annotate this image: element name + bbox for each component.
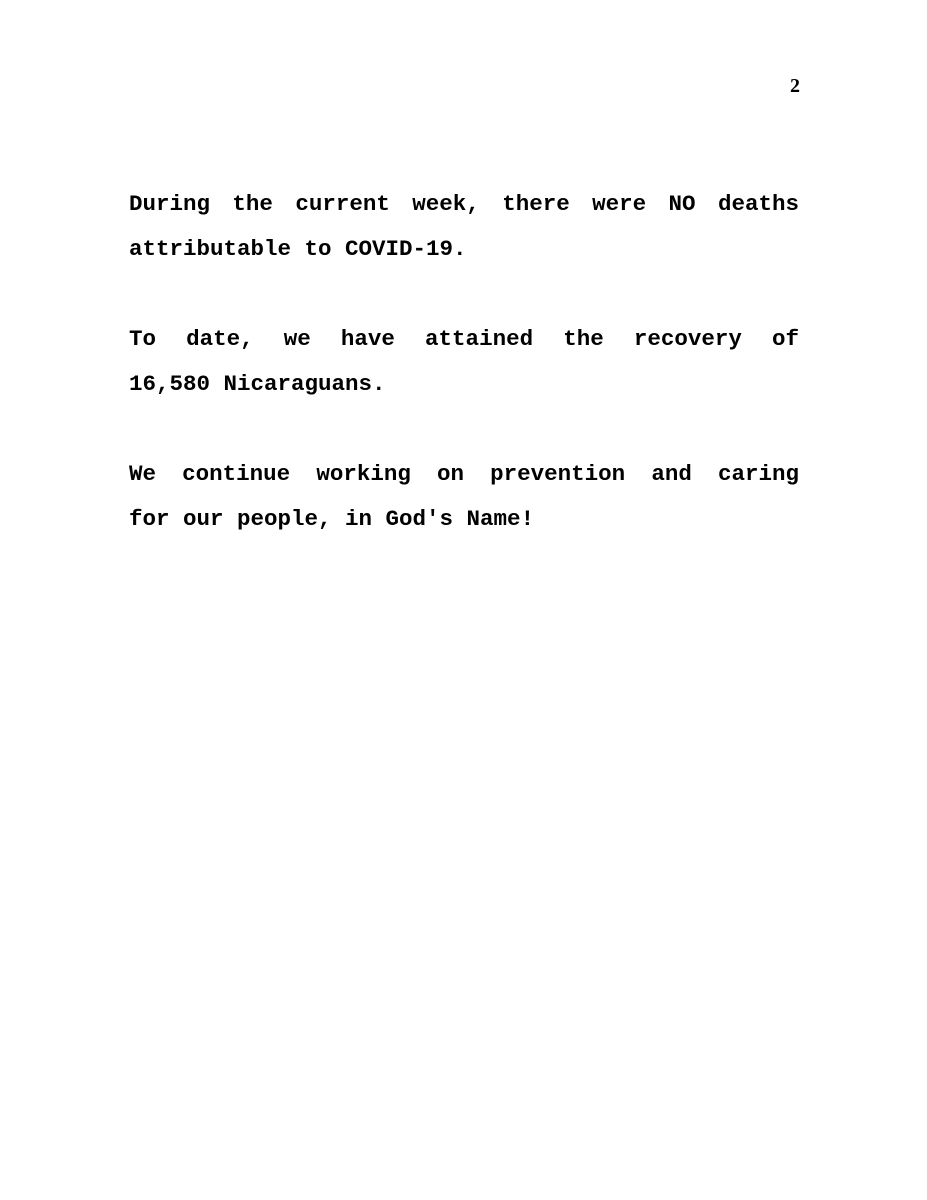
paragraph-line: During the current week, there were NO deaths: [129, 191, 799, 217]
paragraph-line: We continue working on prevention and caring: [129, 461, 799, 487]
paragraph-line: attributable to COVID-19.: [129, 236, 467, 262]
paragraph-line: 16,580 Nicaraguans.: [129, 371, 386, 397]
paragraph-deaths: [129, 182, 799, 272]
paragraph-recovery: [129, 317, 799, 407]
paragraph-prevention: [129, 452, 799, 542]
paragraph-line: for our people, in God's Name!: [129, 506, 535, 532]
paragraph-line: To date, we have attained the recovery of: [129, 326, 799, 352]
page-number: 2: [790, 75, 800, 97]
document-body: [129, 182, 799, 587]
